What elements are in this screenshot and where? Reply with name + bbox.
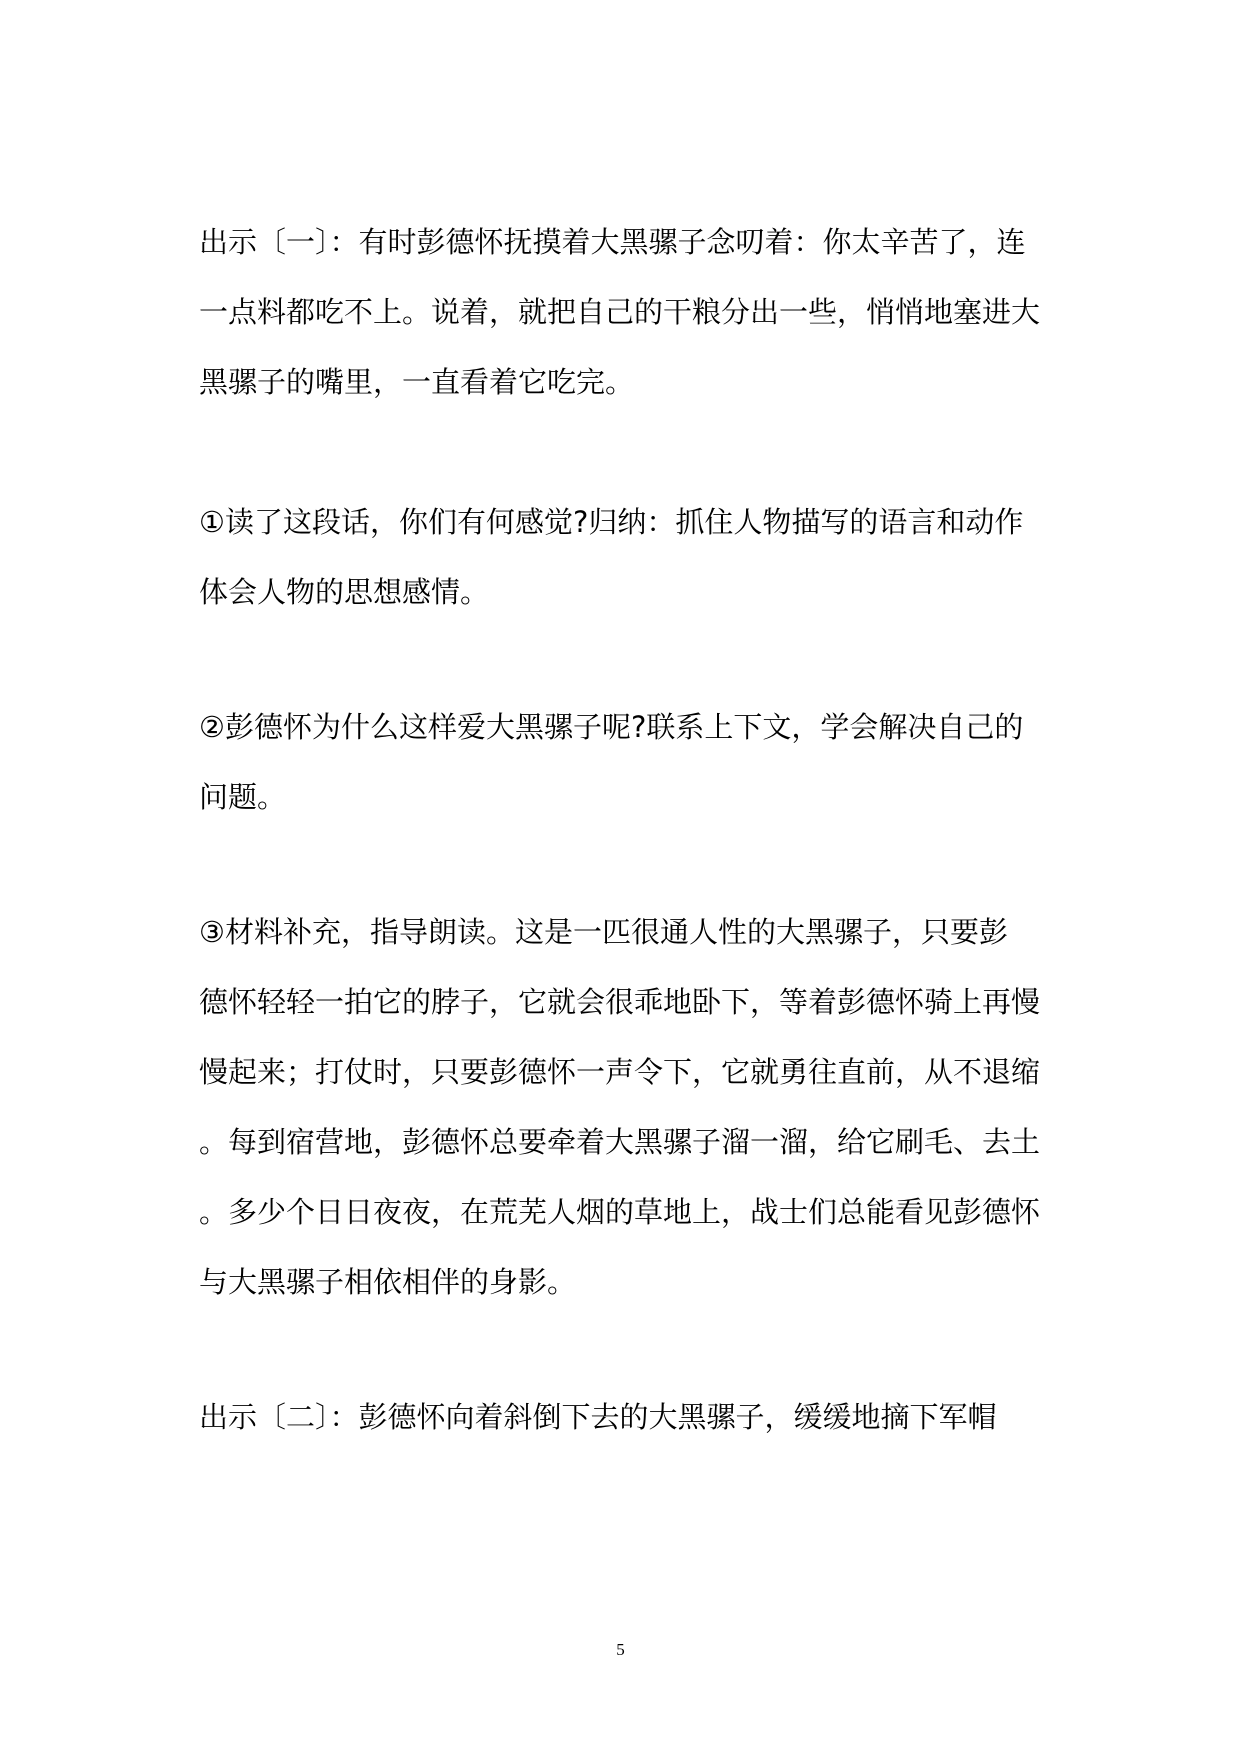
text-line: 出示〔一〕：有时彭德怀抚摸着大黑骡子念叨着：你太辛苦了，连	[199, 225, 1026, 259]
text-line: 出示〔二〕：彭德怀向着斜倒下去的大黑骡子，缓缓地摘下军帽	[199, 1400, 997, 1434]
text-line: 慢起来；打仗时，只要彭德怀一声令下，它就勇往直前，从不退缩	[199, 1055, 1041, 1089]
text-line: ③材料补充，指导朗读。这是一匹很通人性的大黑骡子，只要彭	[199, 915, 1008, 949]
text-line: 与大黑骡子相依相伴的身影。	[199, 1265, 577, 1299]
text-line: 黑骡子的嘴里，一直看着它吃完。	[199, 365, 635, 399]
text-line: 。每到宿营地，彭德怀总要牵着大黑骡子溜一溜，给它刷毛、去土	[199, 1125, 1041, 1159]
text-line: ②彭德怀为什么这样爱大黑骡子呢?联系上下文，学会解决自己的	[199, 710, 1024, 744]
text-line: ①读了这段话，你们有何感觉?归纳：抓住人物描写的语言和动作	[199, 505, 1024, 539]
text-line: 体会人物的思想感情。	[199, 575, 490, 609]
text-line: 。多少个日日夜夜，在荒芜人烟的草地上，战士们总能看见彭德怀	[199, 1195, 1041, 1229]
text-line: 德怀轻轻一拍它的脖子，它就会很乖地卧下，等着彭德怀骑上再慢	[199, 985, 1041, 1019]
page-number: 5	[616, 1640, 625, 1659]
text-line: 一点料都吃不上。说着，就把自己的干粮分出一些，悄悄地塞进大	[199, 295, 1041, 329]
text-line: 问题。	[199, 780, 287, 814]
